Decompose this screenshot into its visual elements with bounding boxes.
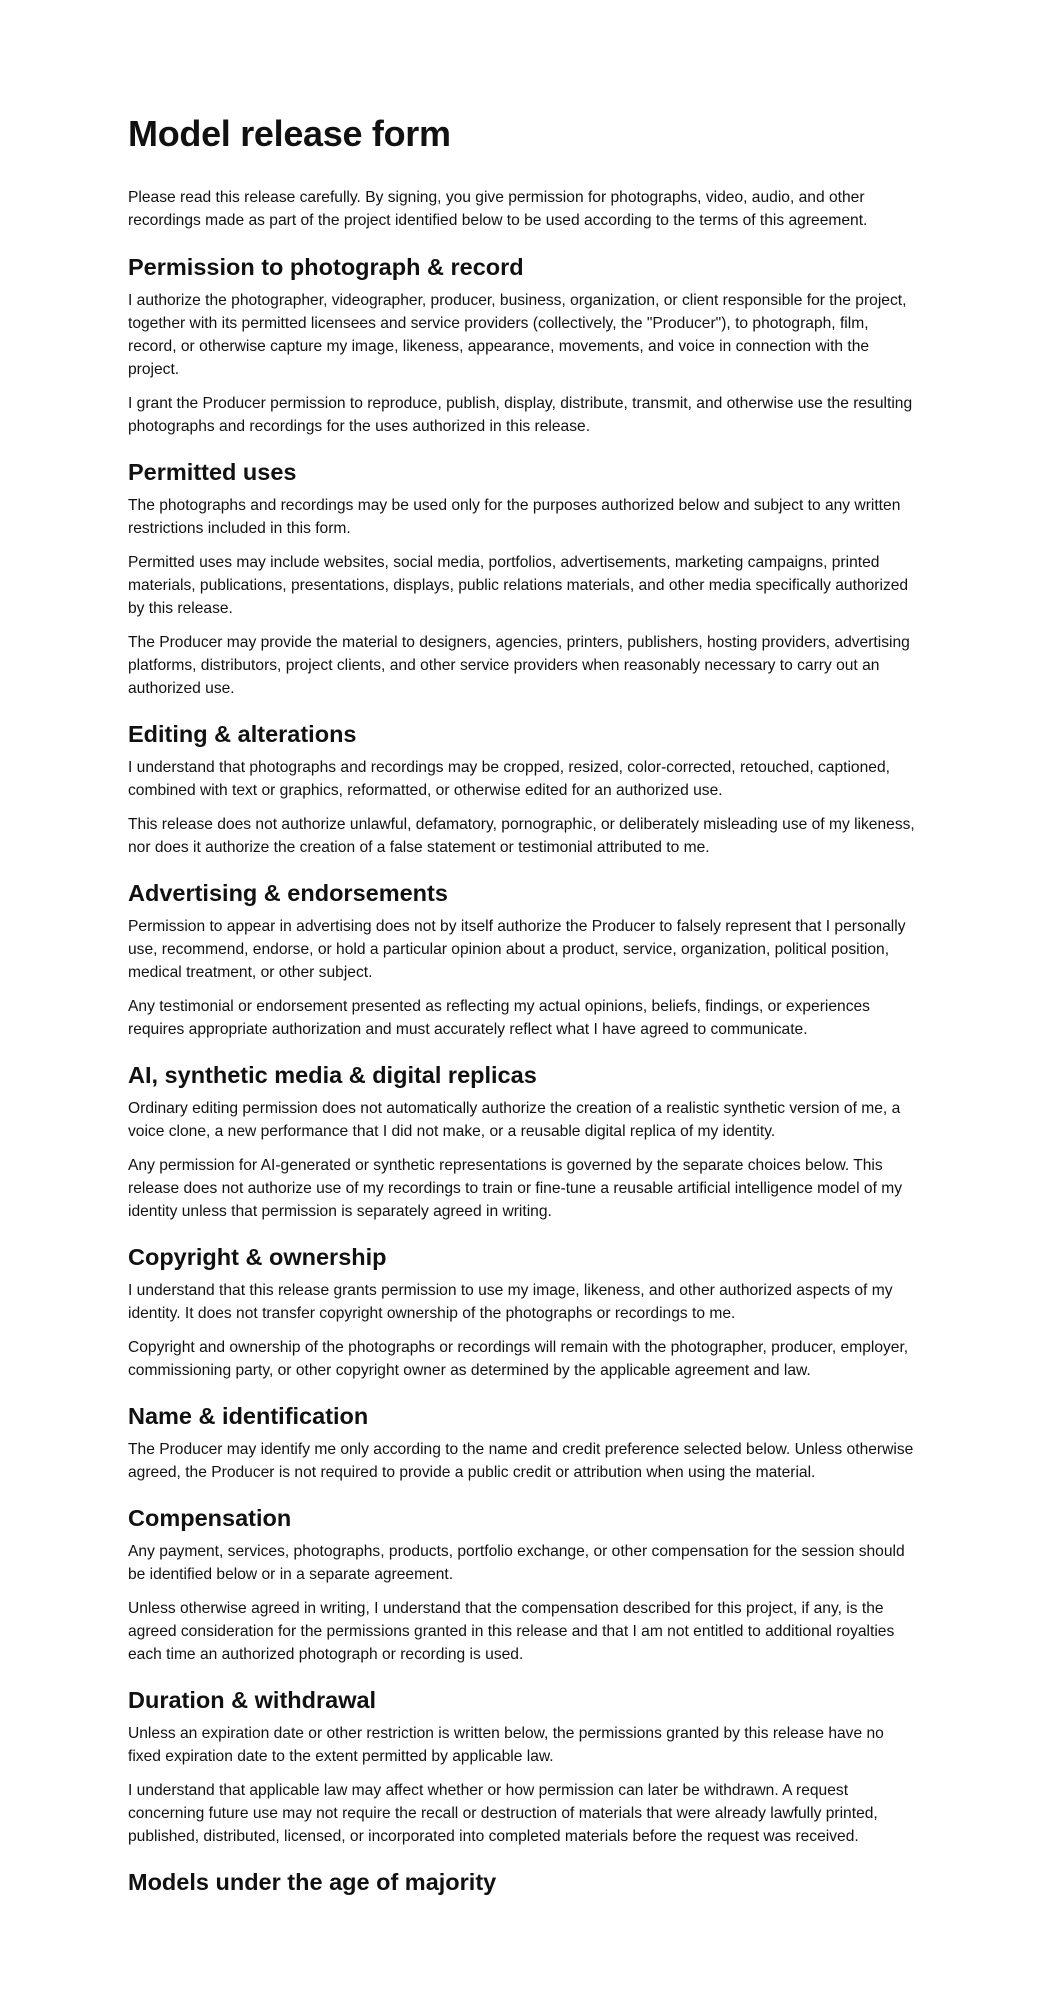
section-paragraph: Ordinary editing permission does not automatically authorize the creation of a realistic synthetic version of me, a voice clone, a new performance that I did not make, or a reusable digital replica of my identity.	[128, 1100, 901, 1140]
section-permitted-uses	[128, 457, 918, 700]
section-paragraph: I authorize the photographer, videographer, producer, business, organization, or client responsible for the project, together with its permitted licensees and service providers (collectively, the "Producer"), to photograph, film, record, or otherwise capture my image, likeness, appearance, movements, and voice in connection with the project.	[128, 292, 907, 378]
page-title: Model release form	[128, 113, 451, 154]
section-paragraph: I understand that photographs and recordings may be cropped, resized, color-corrected, retouched, captioned, combined with text or graphics, reformatted, or otherwise edited for an authorized use.	[128, 759, 890, 799]
section-paragraph: The photographs and recordings may be used only for the purposes authorized below and subject to any written restrictions included in this form.	[128, 497, 901, 537]
section-paragraph: Permission to appear in advertising does not by itself authorize the Producer to falsely represent that I personally use, recommend, endorse, or hold a particular opinion about a product, service, organization, political position, medical treatment, or other subject.	[128, 918, 906, 981]
section-paragraph: This release does not authorize unlawful, defamatory, pornographic, or deliberately misleading use of my likeness, nor does it authorize the creation of a false statement or testimonial attributed to me.	[128, 816, 915, 856]
section-paragraph: Any permission for AI-generated or synthetic representations is governed by the separate choices below. This release does not authorize use of my recordings to train or fine-tune a reusable artificial intelligence model of my identity unless that permission is separately agreed in writing.	[128, 1157, 903, 1220]
section-heading: AI, synthetic media & digital replicas	[128, 1062, 537, 1088]
release-form	[128, 108, 918, 1916]
section-paragraph: Permitted uses may include websites, social media, portfolios, advertisements, marketing campaigns, printed materials, publications, presentations, displays, public relations materials, and other media specifically authorized by this release.	[128, 554, 909, 617]
section-paragraph: The Producer may provide the material to designers, agencies, printers, publishers, hosting providers, advertising platforms, distributors, project clients, and other service providers when reasonably necessary to carry out an authorized use.	[128, 634, 910, 697]
section-name-identification	[128, 1401, 918, 1484]
section-paragraph: Unless otherwise agreed in writing, I understand that the compensation described for this project, if any, is the agreed consideration for the permissions granted in this release and that I am not entitled to additional royalties each time an authorized photograph or recording is used.	[128, 1600, 895, 1663]
section-heading: Permission to photograph & record	[128, 254, 524, 280]
section-copyright-ownership	[128, 1242, 918, 1382]
section-compensation	[128, 1503, 918, 1666]
section-heading: Compensation	[128, 1505, 292, 1531]
section-advertising-endorsements	[128, 878, 918, 1041]
section-heading: Editing & alterations	[128, 721, 357, 747]
section-paragraph: Unless an expiration date or other restriction is written below, the permissions granted by this release have no fixed expiration date to the extent permitted by applicable law.	[128, 1725, 884, 1765]
section-heading: Models under the age of majority	[128, 1869, 497, 1895]
section-heading: Advertising & endorsements	[128, 880, 448, 906]
section-duration-withdrawal	[128, 1685, 918, 1848]
section-ai-synthetic-media	[128, 1060, 918, 1223]
section-heading: Duration & withdrawal	[128, 1687, 377, 1713]
section-heading: Name & identification	[128, 1403, 369, 1429]
section-heading: Permitted uses	[128, 459, 297, 485]
section-paragraph: I understand that this release grants permission to use my image, likeness, and other authorized aspects of my identity. It does not transfer copyright ownership of the photographs or recordings to me.	[128, 1282, 893, 1322]
section-editing-alterations	[128, 719, 918, 859]
section-paragraph: Copyright and ownership of the photographs or recordings will remain with the photographer, producer, employer, commissioning party, or other copyright owner as determined by the applicable agreement and law.	[128, 1339, 909, 1379]
section-permission-to-record	[128, 252, 918, 438]
section-paragraph: Any testimonial or endorsement presented as reflecting my actual opinions, beliefs, findings, or experiences requires appropriate authorization and must accurately reflect what I have agreed to communicate.	[128, 998, 870, 1038]
section-paragraph: I understand that applicable law may affect whether or how permission can later be withdrawn. A request concerning future use may not require the recall or destruction of materials that were already lawfully printed, published, distributed, licensed, or incorporated into completed materials before the request was received.	[128, 1782, 878, 1845]
section-paragraph: The Producer may identify me only according to the name and credit preference selected below. Unless otherwise agreed, the Producer is not required to provide a public credit or attribution when using the material.	[128, 1441, 914, 1481]
section-paragraph: Any payment, services, photographs, products, portfolio exchange, or other compensation for the session should be identified below or in a separate agreement.	[128, 1543, 905, 1583]
section-minors	[128, 1867, 918, 1897]
section-paragraph: I grant the Producer permission to reproduce, publish, display, distribute, transmit, and otherwise use the resulting photographs and recordings for the uses authorized in this release.	[128, 395, 913, 435]
section-heading: Copyright & ownership	[128, 1244, 387, 1270]
intro-paragraph: Please read this release carefully. By signing, you give permission for photographs, video, audio, and other recordings made as part of the project identified below to be used according to the terms of this agreement.	[128, 189, 868, 229]
